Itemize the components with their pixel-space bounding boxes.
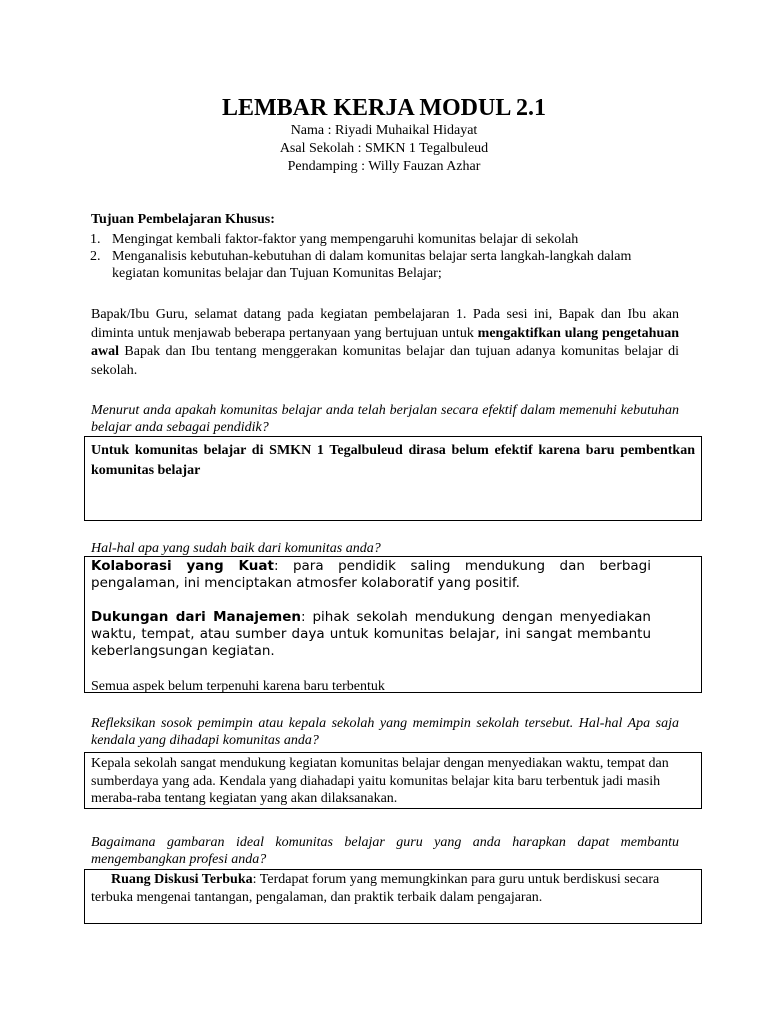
answer-2-paragraph-3: Semua aspek belum terpenuhi karena baru terbentuk [91, 679, 385, 694]
intro-text-end: Bapak dan Ibu tentang menggerakan komunitas belajar dan tujuan adanya komunitas belajar di sekolah. [91, 344, 679, 378]
question-2: Hal-hal apa yang sudah baik dari komunitas anda? [91, 541, 381, 556]
answer-box-3[interactable] [84, 752, 702, 809]
answer-3-text: Kepala sekolah sangat mendukung kegiatan komunitas belajar dengan menyediakan waktu, tempat dan sumberdaya yang ada. Kendala yang diahadapi yaitu komunitas belajar kita baru terbentuk jadi masih meraba-raba tentang kegiatan yang akan dilaksanakan. [91, 756, 669, 806]
answer-2-text-1: : para pendidik saling mendukung dan berbagi pengalaman, ini menciptakan atmosfer kolaboratif yang positif. [91, 558, 651, 591]
objective-number: 1. [90, 232, 101, 247]
question-3: Refleksikan sosok pemimpin atau kepala sekolah yang memimpin sekolah tersebut. Hal-hal Apa saja kendala yang dihadapi komunitas anda? [91, 716, 679, 748]
answer-2-paragraph-2 [91, 609, 651, 660]
objective-item [90, 248, 682, 282]
objectives-heading: Tujuan Pembelajaran Khusus: [91, 212, 275, 227]
answer-box-2[interactable] [84, 556, 702, 693]
intro-paragraph [91, 306, 679, 380]
answer-4-label: Ruang Diskusi Terbuka [111, 872, 253, 887]
answer-4-paragraph [91, 871, 695, 907]
answer-4-text: : Terdapat forum yang memungkinkan para guru untuk berdiskusi secara terbuka mengenai tantangan, pengalaman, dan praktik terbaik dalam pengajaran. [91, 872, 660, 905]
question-4: Bagaimana gambaran ideal komunitas belajar guru yang anda harapkan dapat membantu mengembangkan profesi anda? [91, 835, 679, 867]
answer-1-text: Untuk komunitas belajar di SMKN 1 Tegalbuleud dirasa belum efektif karena baru pembentkan komunitas belajar [91, 443, 695, 478]
answer-2-label-2: Dukungan dari Manajemen [91, 609, 301, 625]
objectives-list [90, 231, 682, 282]
objective-text: Mengingat kembali faktor-faktor yang mempengaruhi komunitas belajar di sekolah [112, 232, 579, 247]
paragraph-spacer [91, 660, 651, 678]
intro-emphasis: mengaktifkan ulang pengetahuan awal [91, 325, 680, 359]
question-1: Menurut anda apakah komunitas belajar anda telah berjalan secara efektif dalam memenuhi kebutuhan belajar anda sebagai pendidik? [91, 403, 679, 435]
answer-2-text-2: : pihak sekolah mendukung dengan menyediakan waktu, tempat, atau sumber daya untuk komunitas belajar, ini sangat membantu keberlangsungan kegiatan. [91, 609, 651, 659]
objective-item [90, 231, 682, 248]
mentor-line: Pendamping : Willy Fauzan Azhar [287, 159, 481, 174]
objective-text: Menganalisis kebutuhan-kebutuhan di dalam komunitas belajar serta langkah-langkah dalam kegiatan komunitas belajar dan Tujuan Komunitas Belajar; [112, 249, 632, 281]
paragraph-spacer [91, 592, 651, 609]
name-line: Nama : Riyadi Muhaikal Hidayat [290, 123, 478, 138]
page-title: LEMBAR KERJA MODUL 2.1 [221, 95, 547, 121]
answer-2-paragraph-1 [91, 558, 651, 592]
objective-number: 2. [90, 249, 101, 264]
answer-box-1[interactable] [84, 436, 702, 521]
answer-box-4[interactable] [84, 869, 702, 924]
answer-2-label-1: Kolaborasi yang Kuat [91, 558, 274, 574]
school-line: Asal Sekolah : SMKN 1 Tegalbuleud [279, 141, 489, 156]
intro-text: Bapak/Ibu Guru, selamat datang pada kegiatan pembelajaran 1. Pada sesi ini, Bapak dan Ibu akan diminta untuk menjawab beberapa pertanyaan yang bertujuan untuk [91, 307, 679, 341]
